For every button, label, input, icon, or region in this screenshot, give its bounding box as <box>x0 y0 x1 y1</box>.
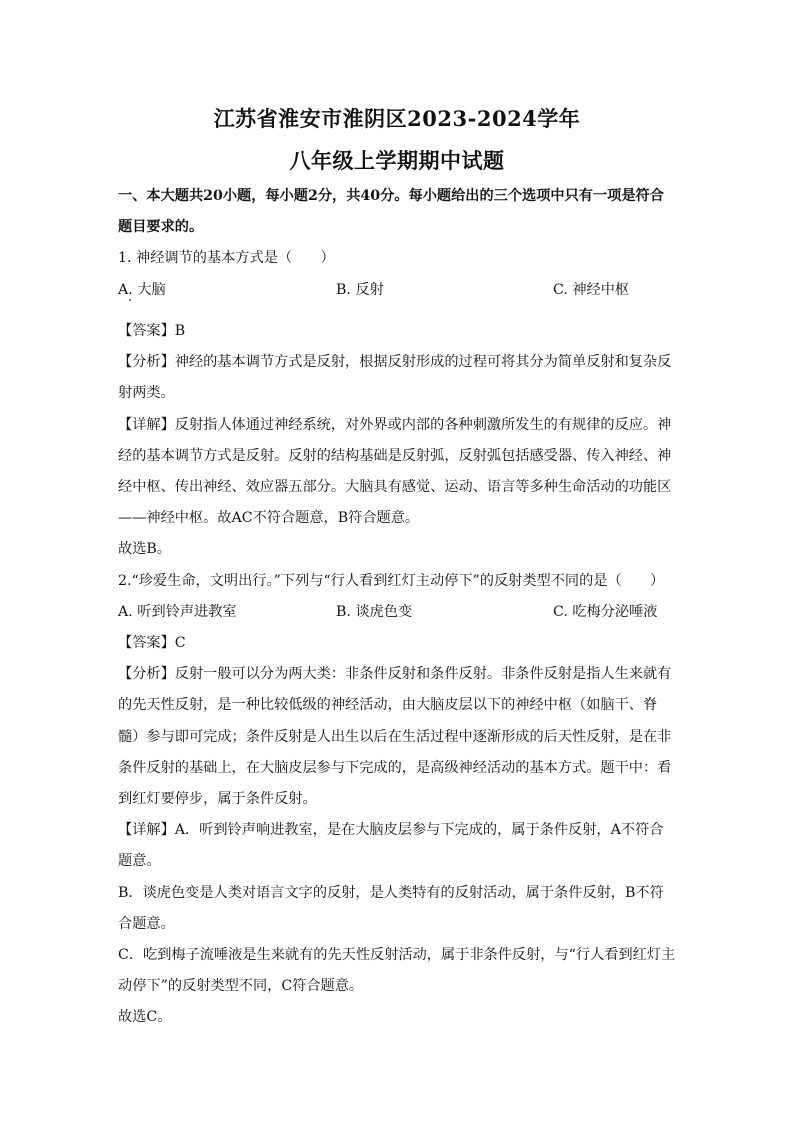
q2-analysis-line-5: 到红灯要停步，属于条件反射。 <box>118 791 317 807</box>
doc-title-line-2: 八年级上学期期中试题 <box>289 148 505 173</box>
q2-detail-line-1: 【详解】A．听到铃声响进教室，是在大脑皮层参与下完成的，属于条件反射，A不符合 <box>118 822 664 838</box>
q2-detail-line-4: 合题意。 <box>118 916 175 932</box>
q2-detail-line-3: B．谈虎色变是人类对语言文字的反射，是人类特有的反射活动，属于条件反射，B不符 <box>118 885 664 901</box>
q1-detail-line-2: 经的基本调节方式是反射。反射的结构基础是反射弧，反射弧包括感受器、传入神经、神 <box>118 448 672 464</box>
q1-option-a: A. 大脑 <box>118 282 166 298</box>
q2-analysis-line-1: 【分析】反射一般可以分为两大类：非条件反射和条件反射。非条件反射是指人生来就有 <box>118 666 672 682</box>
q1-analysis-line-1: 【分析】神经的基本调节方式是反射，根据反射形成的过程可将其分为简单反射和复杂反 <box>118 354 672 370</box>
section-instruction-line-1: 一、本大题共20小题，每小题2分，共40分。每小题给出的三个选项中只有一项是符合 <box>118 188 664 204</box>
q2-conclusion: 故选C。 <box>118 1009 172 1025</box>
q2-option-a: A. 听到铃声进教室 <box>118 604 237 620</box>
q1-detail-line-1: 【详解】反射指人体通过神经系统，对外界或内部的各种刺激所发生的有规律的反应。神 <box>118 417 672 433</box>
q2-analysis-line-2: 的先天性反射，是一种比较低级的神经活动，由大脑皮层以下的神经中枢（如脑干、脊 <box>118 697 658 713</box>
stray-dot-mark <box>129 299 131 301</box>
doc-title-line-1: 江苏省淮安市淮阴区2023-2024学年 <box>213 106 581 131</box>
q1-stem: 1. 神经调节的基本方式是（ ） <box>118 250 335 266</box>
q1-detail-line-3: 经中枢、传出神经、效应器五部分。大脑具有感觉、运动、语言等多种生命活动的功能区 <box>118 479 672 495</box>
q2-detail-line-2: 题意。 <box>118 853 161 869</box>
q1-answer: 【答案】B <box>118 323 186 339</box>
q2-option-b: B. 谈虎色变 <box>336 604 413 620</box>
q2-answer: 【答案】C <box>118 635 186 651</box>
q1-option-c: C. 神经中枢 <box>553 282 630 298</box>
q1-analysis-line-2: 射两类。 <box>118 385 175 401</box>
q1-detail-line-4: ——神经中枢。故AC不符合题意，B符合题意。 <box>118 510 420 526</box>
q2-detail-line-6: 动停下”的反射类型不同，C符合题意。 <box>118 978 364 994</box>
q1-option-b: B. 反射 <box>336 282 384 298</box>
q2-analysis-line-4: 条件反射的基础上，在大脑皮层参与下完成的，是高级神经活动的基本方式。题干中：看 <box>118 760 672 776</box>
q1-conclusion: 故选B。 <box>118 541 171 557</box>
q2-stem: 2.“珍爱生命，文明出行。”下列与“行人看到红灯主动停下”的反射类型不同的是（ ） <box>118 573 665 589</box>
q2-analysis-line-3: 髓）参与即可完成；条件反射是人出生以后在生活过程中逐渐形成的后天性反射，是在非 <box>118 729 672 745</box>
q2-detail-line-5: C．吃到梅子流唾液是生来就有的先天性反射活动，属于非条件反射，与“行人看到红灯主 <box>118 947 676 963</box>
section-instruction-line-2: 题目要求的。 <box>118 219 204 235</box>
q2-option-c: C. 吃梅分泌唾液 <box>553 604 658 620</box>
